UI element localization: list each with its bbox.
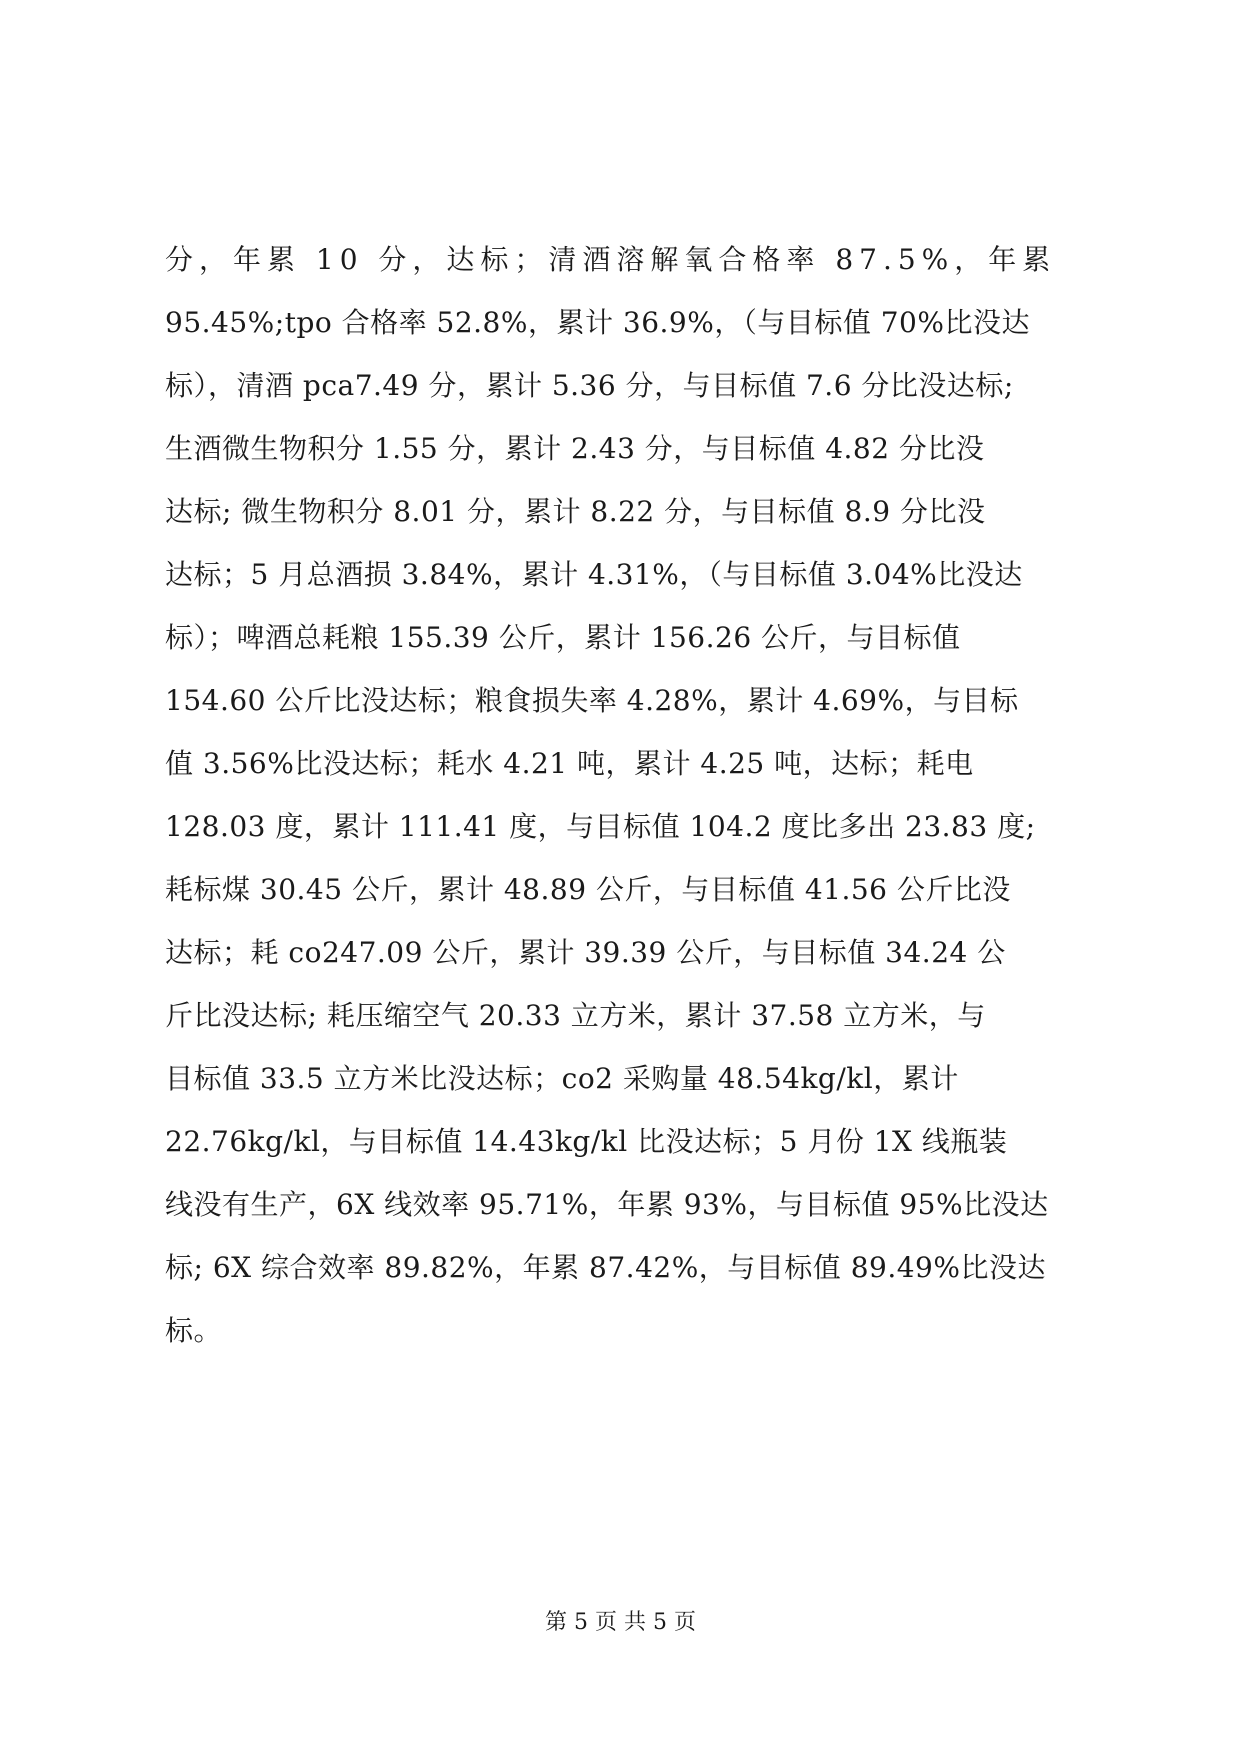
paragraph-line: 线没有生产，6X 线效率 95.71%，年累 93%，与目标值 95%比没达	[165, 1188, 1049, 1221]
paragraph-line: 154.60 公斤比没达标；粮食损失率 4.28%，累计 4.69%，与目标	[165, 684, 1019, 717]
paragraph-line: 22.76kg/kl，与目标值 14.43kg/kl 比没达标；5 月份 1X 线瓶装	[165, 1125, 1008, 1158]
body-paragraph	[165, 228, 1085, 1362]
paragraph-line: 128.03 度，累计 111.41 度，与目标值 104.2 度比多出 23.83 度;	[165, 810, 1036, 843]
paragraph-line: 斤比没达标; 耗压缩空气 20.33 立方米，累计 37.58 立方米，与	[165, 999, 986, 1032]
paragraph-line: 目标值 33.5 立方米比没达标；co2 采购量 48.54kg/kl，累计	[165, 1062, 959, 1095]
paragraph-line: 达标；5 月总酒损 3.84%，累计 4.31%，（与目标值 3.04%比没达	[165, 558, 1023, 591]
paragraph-line: 分，年累 10 分，达标；清酒溶解氧合格率 87.5%，年累	[165, 243, 1057, 276]
paragraph-line: 生酒微生物积分 1.55 分，累计 2.43 分，与目标值 4.82 分比没	[165, 432, 985, 465]
paragraph-line: 达标；耗 co247.09 公斤，累计 39.39 公斤，与目标值 34.24 公	[165, 936, 1006, 969]
paragraph-line: 标），清酒 pca7.49 分，累计 5.36 分，与目标值 7.6 分比没达标;	[165, 369, 1014, 402]
paragraph-line: 95.45%;tpo 合格率 52.8%，累计 36.9%，（与目标值 70%比没达	[165, 306, 1030, 339]
page-footer: 第 5 页 共 5 页	[545, 1610, 696, 1635]
paragraph-line: 标）；啤酒总耗粮 155.39 公斤，累计 156.26 公斤，与目标值	[165, 621, 961, 654]
paragraph-line: 值 3.56%比没达标；耗水 4.21 吨，累计 4.25 吨，达标；耗电	[165, 747, 974, 780]
paragraph-line: 标。	[165, 1314, 223, 1347]
paragraph-line: 达标; 微生物积分 8.01 分，累计 8.22 分，与目标值 8.9 分比没	[165, 495, 986, 528]
paragraph-line: 标; 6X 综合效率 89.82%，年累 87.42%，与目标值 89.49%比没达	[165, 1251, 1046, 1284]
paragraph-line: 耗标煤 30.45 公斤，累计 48.89 公斤，与目标值 41.56 公斤比没	[165, 873, 1011, 906]
